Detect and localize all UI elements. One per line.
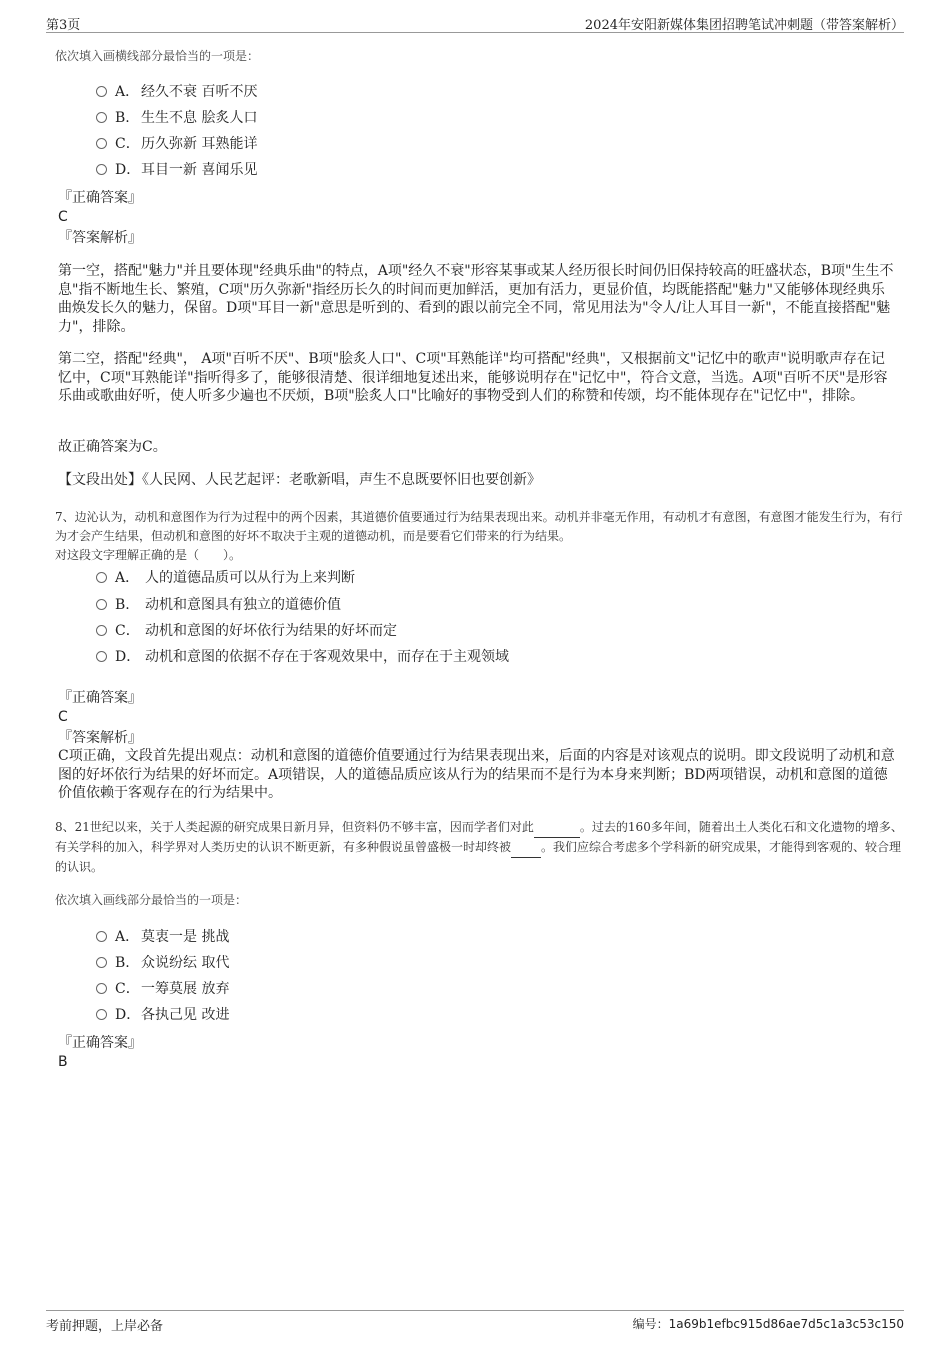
- q7-option-c[interactable]: C． 动机和意图的好坏依行为结果的好坏而定: [96, 621, 397, 641]
- q6-option-c[interactable]: C．历久弥新 耳熟能详: [96, 134, 257, 154]
- q6-analysis-conclusion: 故正确答案为C。: [58, 439, 167, 455]
- q8-option-b[interactable]: B. 众说纷纭 取代: [96, 953, 229, 973]
- q6-analysis-para2: 第二空，搭配"经典"， A项"百听不厌"、B项"脍炙人口"、C项"耳熟能详"均可搭配"经典"，又根据前文"记忆中的歌声"说明歌声存在记忆中，C项"耳熟能详"指听得多了，能够很清楚、很详细地复述出来，能够说明存在"记忆中"，符合文意，当选。A项"百听不厌"是形容乐曲或歌曲好听，使人听多少遍也不厌烦，B项"脍炙人口"比喻好的事物受到人们的称赞和传颂，均不能体现存在"记忆中"，排除。: [58, 351, 888, 404]
- q7-answer: C: [58, 709, 68, 725]
- q7-analysis-label: 『答案解析』: [58, 730, 142, 746]
- q8-instruction: 依次填入画线部分最恰当的一项是：: [55, 893, 248, 907]
- q7-option-a[interactable]: A． 人的道德品质可以从行为上来判断: [96, 568, 355, 588]
- q6-answer: C: [58, 209, 68, 225]
- blank-2: [511, 838, 541, 858]
- radio-icon[interactable]: [96, 957, 107, 968]
- q6-option-b[interactable]: B. 生生不息 脍炙人口: [96, 108, 257, 128]
- page-number: 第3页: [46, 18, 81, 33]
- q6-analysis-label: 『答案解析』: [58, 230, 142, 246]
- document-title: 2024年安阳新媒体集团招聘笔试冲刺题（带答案解析）: [584, 18, 904, 33]
- radio-icon[interactable]: [96, 651, 107, 662]
- radio-icon[interactable]: [96, 164, 107, 175]
- document-code: 编号：1a69b1efbc915d86ae7d5c1a3c53c150: [632, 1317, 904, 1331]
- q7-prompt: 对这段文字理解正确的是（ ）。: [55, 548, 242, 562]
- q8-option-d[interactable]: D．各执己见 改进: [96, 1005, 229, 1025]
- radio-icon[interactable]: [96, 138, 107, 149]
- footer-slogan: 考前押题，上岸必备: [46, 1319, 164, 1334]
- radio-icon[interactable]: [96, 112, 107, 123]
- radio-icon[interactable]: [96, 572, 107, 583]
- q6-option-d[interactable]: D．耳目一新 喜闻乐见: [96, 160, 257, 180]
- q7-answer-label: 『正确答案』: [58, 690, 142, 706]
- q6-analysis-para1: 第一空，搭配"魅力"并且要体现"经典乐曲"的特点，A项"经久不衰"形容某事或某人经历很长时间仍旧保持较高的旺盛状态，B项"生生不息"指不断地生长、繁殖，C项"历久弥新"指经历长久的时间而更加鲜活，更加有活力，更显价值，均既能搭配"魅力"又能够体现经典乐曲焕发长久的魅力，保留。D项"耳目一新"意思是听到的、看到的跟以前完全不同，常见用法为"令人/让人耳目一新"，不能直接搭配"魅力"，排除。: [58, 263, 894, 335]
- radio-icon[interactable]: [96, 625, 107, 636]
- page-header: [46, 12, 904, 33]
- radio-icon[interactable]: [96, 599, 107, 610]
- blank-1: [534, 818, 580, 838]
- radio-icon[interactable]: [96, 931, 107, 942]
- q8-answer-label: 『正确答案』: [58, 1035, 142, 1051]
- q8-answer: B: [58, 1054, 68, 1070]
- q7-option-d[interactable]: D． 动机和意图的依据不存在于客观效果中，而存在于主观领域: [96, 647, 509, 667]
- q6-option-a[interactable]: A． 经久不衰 百听不厌: [96, 82, 257, 102]
- q8-stem: 8、21世纪以来，关于人类起源的研究成果日新月异，但资料仍不够丰富，因而学者们对此 。过去的160多年间，随着出土人类化石和文化遗物的增多、有关学科的加入，科学界对人类历史的认识不断更新，有多种假说虽曾盛极一时却终被 。我们应综合考虑多个学科新的研究成果，才能得到客观的、较合理的认识。: [55, 820, 903, 874]
- radio-icon[interactable]: [96, 1009, 107, 1020]
- q8-option-c[interactable]: C．一筹莫展 放弃: [96, 979, 229, 999]
- q7-analysis: C项正确，文段首先提出观点：动机和意图的道德价值要通过行为结果表现出来，后面的内容是对该观点的说明。即文段说明了动机和意图的好坏依行为结果的好坏而定。A项错误，人的道德品质应该从行为的结果而不是行为本身来判断；BD两项错误，动机和意图的道德价值依赖于客观存在的行为结果中。: [58, 748, 895, 801]
- radio-icon[interactable]: [96, 983, 107, 994]
- q6-answer-label: 『正确答案』: [58, 190, 142, 206]
- q7-stem: 7、边沁认为，动机和意图作为行为过程中的两个因素，其道德价值要通过行为结果表现出来。动机并非毫无作用，有动机才有意图，有意图才能发生行为，有行为才会产生结果，但动机和意图的好坏不取决于主观的道德动机，而是要看它们带来的行为结果。: [55, 510, 903, 543]
- page-footer: [46, 1310, 904, 1337]
- q8-option-a[interactable]: A． 莫衷一是 挑战: [96, 927, 229, 947]
- q7-option-b[interactable]: B. 动机和意图具有独立的道德价值: [96, 595, 341, 615]
- q6-instruction: 依次填入画横线部分最恰当的一项是：: [55, 49, 260, 63]
- q6-source: 【文段出处】《人民网、人民艺起评：老歌新唱，声生不息既要怀旧也要创新》: [58, 472, 541, 488]
- radio-icon[interactable]: [96, 86, 107, 97]
